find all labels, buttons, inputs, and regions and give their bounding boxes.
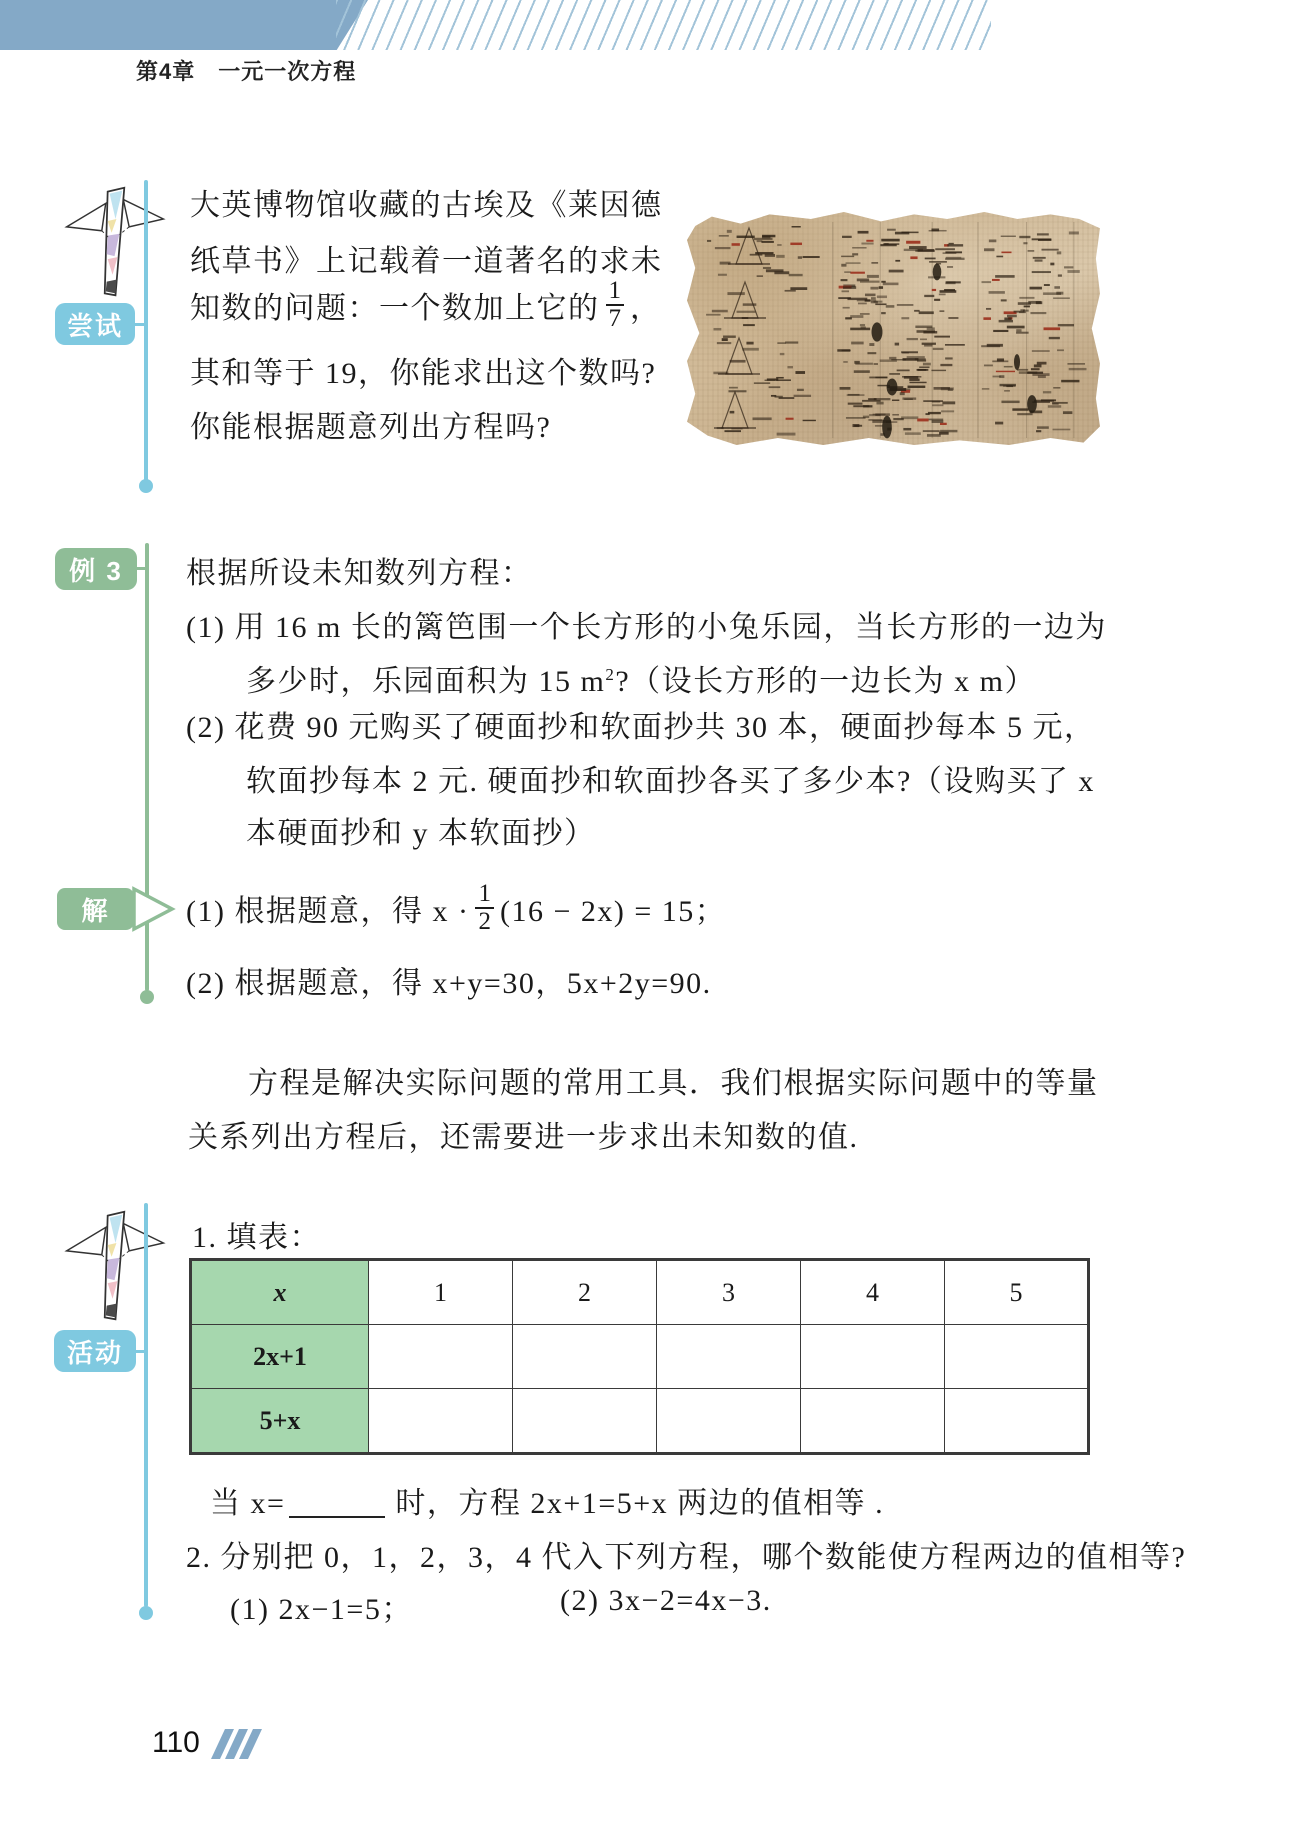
- example-timeline-dot: [140, 990, 154, 1004]
- table-empty-cell: [801, 1389, 945, 1454]
- fraction-one-seventh: [606, 278, 625, 333]
- blank-line-pre: 当 x=: [210, 1487, 286, 1520]
- fill-in-table: [189, 1258, 1090, 1455]
- try-text-line: 你能根据题意列出方程吗?: [190, 411, 552, 444]
- squared-superscript: 2: [605, 665, 616, 684]
- origami-decoration-icon: [56, 176, 174, 308]
- example3-badge: 例 3: [55, 548, 137, 590]
- table-row-header: 2x+1: [191, 1325, 369, 1389]
- fraction-one-half: [475, 881, 494, 936]
- solution-line1: [186, 873, 726, 943]
- try-text-line: 纸草书》上记载着一道著名的求未: [190, 245, 663, 278]
- table-empty-cell: [513, 1389, 657, 1454]
- papyrus-sheet: [687, 212, 1100, 445]
- table-corner-header: x: [191, 1260, 369, 1325]
- chapter-title: 第4章 一元一次方程: [136, 59, 357, 84]
- task1-label: 1. 填表：: [192, 1221, 321, 1254]
- table-empty-cell: [945, 1389, 1089, 1454]
- table-row: [191, 1325, 1089, 1389]
- header-blue-band: [0, 0, 368, 50]
- try-timeline: [144, 180, 148, 486]
- item1-line2-post: ?（设长方形的一边长为 x m）: [615, 665, 1036, 698]
- solution-line1-pre: (1) 根据题意，得 x ·: [186, 895, 470, 928]
- table-row-header: 5+x: [191, 1389, 369, 1454]
- task2-label: 2. 分别把 0，1，2，3，4 代入下列方程，哪个数能使方程两边的值相等?: [186, 1541, 1187, 1574]
- table-empty-cell: [513, 1325, 657, 1389]
- table-col-header: 3: [657, 1260, 801, 1325]
- paragraph-line2: 关系列出方程后，还需要进一步求出未知数的值.: [188, 1121, 859, 1154]
- try-line3-post: ，: [630, 292, 662, 325]
- solution-chevron-icon: [128, 884, 178, 934]
- fraction-numerator: 1: [475, 881, 494, 909]
- papyrus-hieratic-marks: [687, 212, 1100, 445]
- table-row: [191, 1260, 1089, 1325]
- try-text-line: 其和等于 19，你能求出这个数吗?: [190, 357, 657, 390]
- table-empty-cell: [369, 1389, 513, 1454]
- activity-timeline-dot: [139, 1606, 153, 1620]
- example-item1-line1: (1) 用 16 m 长的篱笆围一个长方形的小兔乐园，当长方形的一边为: [186, 611, 1107, 644]
- table-empty-cell: [657, 1389, 801, 1454]
- table-row: [191, 1389, 1089, 1454]
- example-item2-line1: (2) 花费 90 元购买了硬面抄和软面抄共 30 本，硬面抄每本 5 元，: [186, 711, 1096, 744]
- item1-line2-pre: 多少时，乐园面积为 15 m: [246, 665, 606, 698]
- table-empty-cell: [657, 1325, 801, 1389]
- task2-equation2: (2) 3x−2=4x−3.: [560, 1584, 772, 1617]
- rhind-papyrus-image: [687, 212, 1100, 445]
- fraction-denominator: 7: [608, 305, 621, 332]
- header-stripe-pattern: [336, 0, 991, 50]
- table-col-header: 4: [801, 1260, 945, 1325]
- answer-blank-underline: [289, 1482, 385, 1518]
- table-empty-cell: [801, 1325, 945, 1389]
- paragraph-line1: 方程是解决实际问题的常用工具．我们根据实际问题中的等量: [248, 1067, 1099, 1100]
- blank-line-post: 时，方程 2x+1=5+x 两边的值相等 .: [395, 1487, 885, 1520]
- fraction-numerator: 1: [606, 278, 625, 306]
- fraction-denominator: 2: [478, 908, 491, 935]
- table-col-header: 1: [369, 1260, 513, 1325]
- table-empty-cell: [369, 1325, 513, 1389]
- page-number: 110: [152, 1726, 200, 1759]
- example-intro: 根据所设未知数列方程：: [186, 557, 533, 590]
- try-line3-pre: 知数的问题：一个数加上它的: [190, 292, 600, 325]
- solution-line2: (2) 根据题意，得 x+y=30，5x+2y=90.: [186, 967, 712, 1000]
- table-col-header: 2: [513, 1260, 657, 1325]
- activity-timeline: [144, 1203, 148, 1607]
- example-item2-line3: 本硬面抄和 y 本软面抄）: [246, 817, 596, 850]
- try-timeline-dot: [139, 479, 153, 493]
- table-col-header: 5: [945, 1260, 1089, 1325]
- activity-badge: 活动: [54, 1330, 136, 1372]
- example-item1-line2: [246, 656, 1036, 700]
- try-text-line: [190, 272, 662, 338]
- origami-decoration-icon: [56, 1200, 174, 1332]
- solution-badge: 解: [57, 888, 134, 930]
- solution-line1-post: (16 − 2x) = 15；: [499, 895, 727, 928]
- task2-equation1: (1) 2x−1=5；: [230, 1593, 413, 1626]
- try-badge: 尝试: [55, 303, 135, 345]
- try-text-line: 大英博物馆收藏的古埃及《莱因德: [190, 189, 663, 222]
- example-item2-line2: 软面抄每本 2 元. 硬面抄和软面抄各买了多少本?（设购买了 x: [246, 765, 1095, 798]
- blank-answer-line: [210, 1478, 884, 1522]
- table-empty-cell: [945, 1325, 1089, 1389]
